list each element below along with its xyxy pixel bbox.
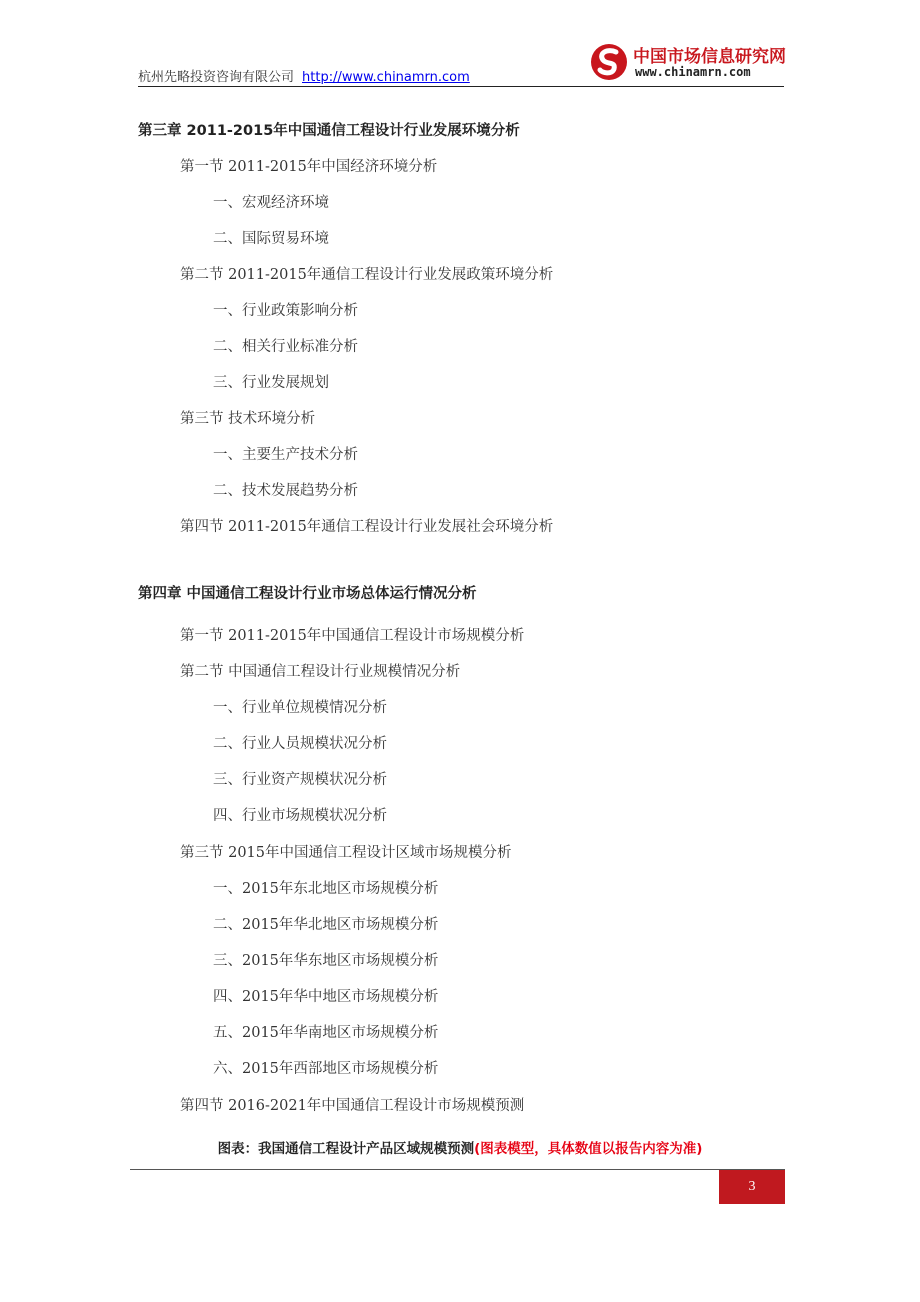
toc-item: 一、2015年东北地区市场规模分析 (213, 881, 439, 897)
toc-chapter: 第三章 2011-2015年中国通信工程设计行业发展环境分析 (138, 123, 520, 139)
toc-item: 一、主要生产技术分析 (213, 447, 358, 463)
toc-item: 一、行业单位规模情况分析 (213, 700, 387, 716)
toc-item: 二、相关行业标准分析 (213, 339, 358, 355)
toc-item: 五、2015年华南地区市场规模分析 (213, 1025, 439, 1041)
toc-item: 四、2015年华中地区市场规模分析 (213, 989, 439, 1005)
toc-item: 三、行业发展规划 (213, 375, 329, 391)
toc-item: 三、2015年华东地区市场规模分析 (213, 953, 439, 969)
figure-caption (0, 1137, 920, 1157)
toc-section: 第三节 技术环境分析 (180, 411, 316, 427)
toc-section: 第二节 2011-2015年通信工程设计行业发展政策环境分析 (180, 267, 554, 283)
logo-url: www.chinamrn.com (635, 65, 751, 79)
site-logo[interactable] (589, 40, 784, 84)
caption-note: (图表模型，具体数值以报告内容为准) (474, 1141, 703, 1157)
toc-item: 二、2015年华北地区市场规模分析 (213, 917, 439, 933)
toc-item: 一、宏观经济环境 (213, 195, 329, 211)
toc-section: 第二节 中国通信工程设计行业规模情况分析 (180, 664, 461, 680)
footer-divider (130, 1169, 785, 1170)
toc-section: 第四节 2016-2021年中国通信工程设计市场规模预测 (180, 1098, 525, 1114)
page-header (138, 40, 784, 86)
logo-name: 中国市场信息研究网 (633, 47, 786, 67)
toc-section: 第一节 2011-2015年中国经济环境分析 (180, 159, 438, 175)
company-name: 杭州先略投资咨询有限公司 (138, 70, 295, 85)
toc-item: 四、行业市场规模状况分析 (213, 808, 387, 824)
toc-item: 三、行业资产规模状况分析 (213, 772, 387, 788)
toc-section: 第四节 2011-2015年通信工程设计行业发展社会环境分析 (180, 519, 554, 535)
toc-item: 六、2015年西部地区市场规模分析 (213, 1061, 439, 1077)
toc-chapter: 第四章 中国通信工程设计行业市场总体运行情况分析 (138, 586, 477, 602)
header-divider (138, 86, 784, 87)
toc-item: 二、国际贸易环境 (213, 231, 329, 247)
company-link[interactable]: http://www.chinamrn.com (302, 70, 470, 85)
toc-item: 二、行业人员规模状况分析 (213, 736, 387, 752)
toc-item: 一、行业政策影响分析 (213, 303, 358, 319)
toc-section: 第三节 2015年中国通信工程设计区域市场规模分析 (180, 845, 512, 861)
caption-main: 图表：我国通信工程设计产品区域规模预测 (217, 1141, 475, 1157)
chinamrn-logo-icon (589, 42, 629, 82)
toc-item: 二、技术发展趋势分析 (213, 483, 358, 499)
page-number: 3 (719, 1170, 785, 1204)
company-line (138, 66, 470, 85)
toc-section: 第一节 2011-2015年中国通信工程设计市场规模分析 (180, 628, 525, 644)
